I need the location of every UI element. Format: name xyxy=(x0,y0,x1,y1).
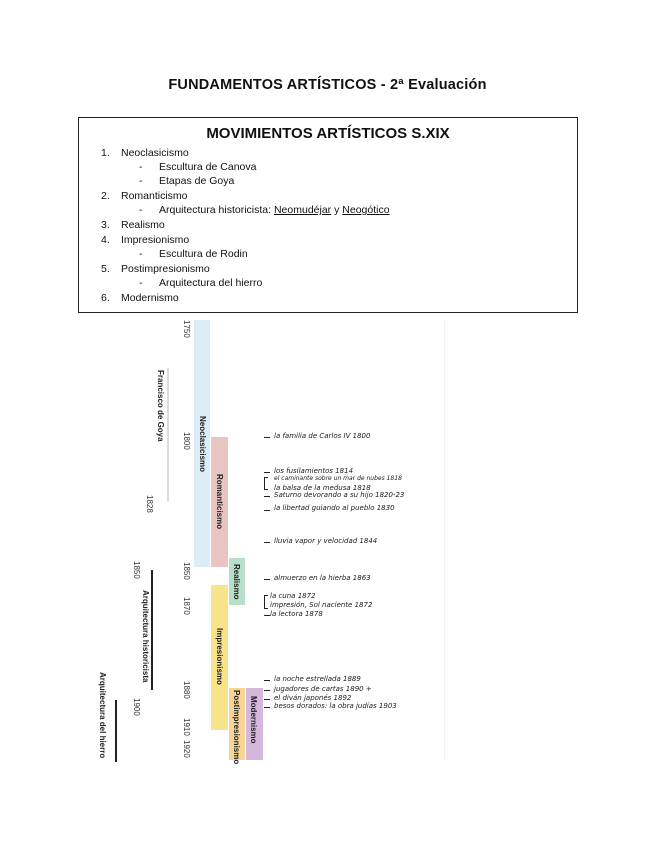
year-1870: 1870 xyxy=(182,597,191,615)
note-item: besos dorados: la obra judías 1903 xyxy=(274,702,397,710)
neomudejar-link[interactable]: Neomudéjar xyxy=(273,204,332,216)
year-1750: 1750 xyxy=(182,320,191,338)
label-postimpresionismo: Postimpresionismo xyxy=(232,690,241,765)
label-romanticismo: Romanticismo xyxy=(215,474,224,530)
note-item: el diván japonés 1892 xyxy=(274,694,352,702)
year-1800: 1800 xyxy=(182,432,191,450)
note-item: almuerzo en la hierba 1863 xyxy=(274,574,371,582)
label-impresionismo: Impresionismo xyxy=(215,628,224,685)
note-item: la familia de Carlos IV 1800 xyxy=(274,432,371,440)
year-1900: 1900 xyxy=(132,698,141,716)
hierro-line xyxy=(115,700,117,762)
note-item: la noche estrellada 1889 xyxy=(274,675,361,683)
note-item: impresión, Sol naciente 1872 xyxy=(270,601,373,609)
document-title: FUNDAMENTOS ARTÍSTICOS - 2ª Evaluación xyxy=(168,77,487,93)
label-goya: Francisco de Goya xyxy=(156,370,165,442)
neogotico-link[interactable]: Neogótico xyxy=(342,204,390,216)
label-historicista: Arquitectura historicista xyxy=(141,590,150,683)
label-realismo: Realismo xyxy=(232,564,241,600)
year-1850-left: 1850 xyxy=(132,561,141,579)
note-item: los fusilamientos 1814 xyxy=(274,467,354,475)
year-1850: 1850 xyxy=(182,562,191,580)
year-1828: 1828 xyxy=(145,495,154,513)
label-modernismo: Modernismo xyxy=(249,696,258,744)
label-neoclasicismo: Neoclasicismo xyxy=(198,416,207,473)
note-item: la libertad guiando al pueblo 1830 xyxy=(274,504,395,512)
year-1920: 1920 xyxy=(182,740,191,758)
note-item: la lectora 1878 xyxy=(270,610,323,618)
note-item: jugadores de cartas 1890 + xyxy=(274,685,372,693)
box-title: MOVIMIENTOS ARTÍSTICOS S.XIX xyxy=(206,125,450,142)
year-1880: 1880 xyxy=(182,681,191,699)
note-item: el caminante sobre un mar de nubes 1818 xyxy=(274,475,402,482)
note-item: Saturno devorando a su hijo 1820-23 xyxy=(274,491,405,499)
historicista-line xyxy=(151,570,153,690)
note-item: la balsa de la medusa 1818 xyxy=(274,484,371,492)
movements-box: MOVIMIENTOS ARTÍSTICOS S.XIX 1. Neoclasicismo - Escultura de Canova - Etapas de Goya 2. Romanticismo - Arquitectura historicista: Neomudéjar y Neogótico 3. Realismo 4. Impresionismo - Escultura de Rodin 5. Postimpresionismo - Arquitectura del hierro 6. Modernismo xyxy=(78,117,578,313)
label-hierro: Arquitectura del hierro xyxy=(98,672,107,759)
note-item: lluvia vapor y velocidad 1844 xyxy=(274,537,378,545)
year-1910: 1910 xyxy=(182,718,191,736)
goya-line xyxy=(167,368,169,502)
note-item: la cuna 1872 xyxy=(270,592,316,600)
